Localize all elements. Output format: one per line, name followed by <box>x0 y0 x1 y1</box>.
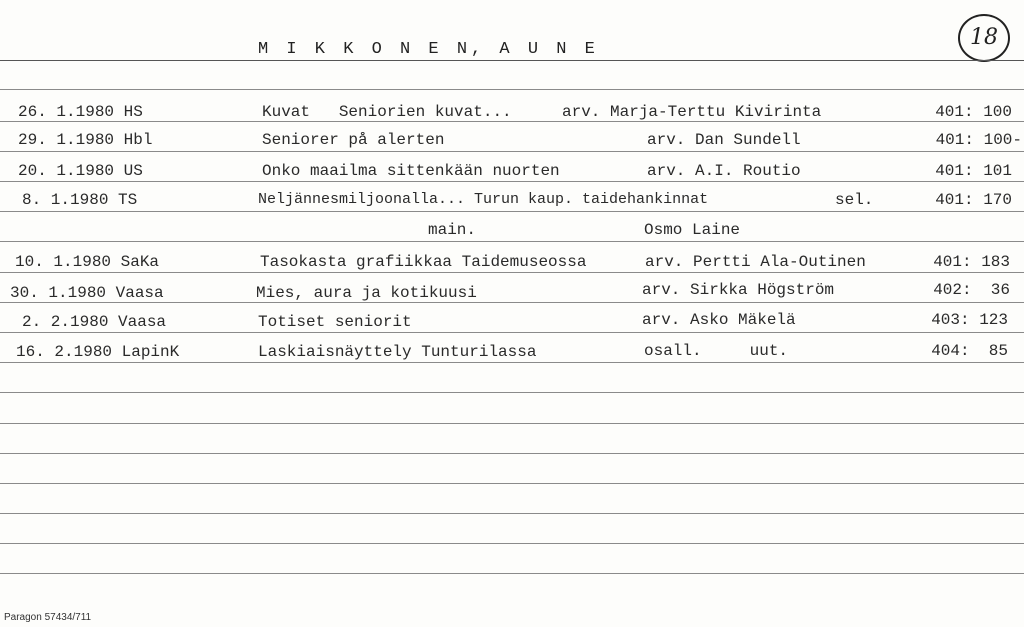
entry-reference: 401: 101 <box>935 162 1012 180</box>
ruled-line <box>0 362 1024 363</box>
ruled-line <box>0 332 1024 333</box>
entry-author: arv. Dan Sundell <box>647 131 801 149</box>
entry-title: Laskiaisnäyttely Tunturilassa <box>258 343 537 361</box>
ruled-line <box>0 513 1024 514</box>
entry-author: arv. A.I. Routio <box>647 162 801 180</box>
entry-date-source: 20. 1.1980 US <box>18 162 143 180</box>
ruled-line <box>0 181 1024 182</box>
entry-author: Osmo Laine <box>644 221 741 239</box>
entry-date-source: 29. 1.1980 Hbl <box>18 131 153 149</box>
entry-title: Tasokasta grafiikkaa Taidemuseossa <box>260 253 587 271</box>
entry-reference: 401: 183 <box>933 253 1010 271</box>
heading-rule <box>0 60 1024 61</box>
entry-date-source: 30. 1.1980 Vaasa <box>10 284 164 302</box>
ruled-line <box>0 543 1024 544</box>
printer-imprint: Paragon 57434/711 <box>4 612 92 623</box>
entry-title: Onko maailma sittenkään nuorten <box>262 162 560 180</box>
ruled-line <box>0 483 1024 484</box>
entry-author: osall. uut. <box>644 342 789 360</box>
ruled-line <box>0 453 1024 454</box>
card-number-circle: 18 <box>958 14 1010 62</box>
card-heading-name: M I K K O N E N, A U N E <box>258 40 599 59</box>
entry-date-source: 8. 1.1980 TS <box>22 191 138 209</box>
entry-title: Mies, aura ja kotikuusi <box>256 284 477 302</box>
ruled-line <box>0 573 1024 574</box>
entry-author: arv. Asko Mäkelä <box>642 311 796 329</box>
entry-reference: 402: 36 <box>933 281 1010 299</box>
entry-reference: 401: 170 <box>935 191 1012 209</box>
entry-date-source: 2. 2.1980 Vaasa <box>22 313 167 331</box>
entry-date-source: 16. 2.1980 LapinK <box>16 343 180 361</box>
ruled-line <box>0 89 1024 90</box>
entry-title: Totiset seniorit <box>258 313 412 331</box>
entry-author: arv. Pertti Ala-Outinen <box>645 253 866 271</box>
entry-author: sel. <box>835 191 874 209</box>
entry-title: main. <box>428 221 477 239</box>
entry-author: arv. Marja-Terttu Kivirinta <box>562 103 822 121</box>
entry-title: Seniorer på alerten <box>262 131 445 149</box>
ruled-line <box>0 423 1024 424</box>
entry-reference: 403: 123 <box>931 311 1008 329</box>
entry-title: Kuvat Seniorien kuvat... <box>262 103 512 121</box>
ruled-line <box>0 392 1024 393</box>
entry-author: arv. Sirkka Högström <box>642 281 835 299</box>
ruled-line <box>0 121 1024 122</box>
ruled-line <box>0 241 1024 242</box>
entry-reference: 401: 100 <box>935 103 1012 121</box>
entry-title: Neljännesmiljoonalla... Turun kaup. taidehankinnat <box>258 191 709 208</box>
entry-reference: 404: 85 <box>931 342 1008 360</box>
ruled-line <box>0 272 1024 273</box>
entry-date-source: 26. 1.1980 HS <box>18 103 143 121</box>
ruled-line <box>0 302 1024 303</box>
ruled-line <box>0 211 1024 212</box>
entry-date-source: 10. 1.1980 SaKa <box>15 253 160 271</box>
entry-reference: 401: 100- <box>935 131 1022 149</box>
ruled-line <box>0 151 1024 152</box>
